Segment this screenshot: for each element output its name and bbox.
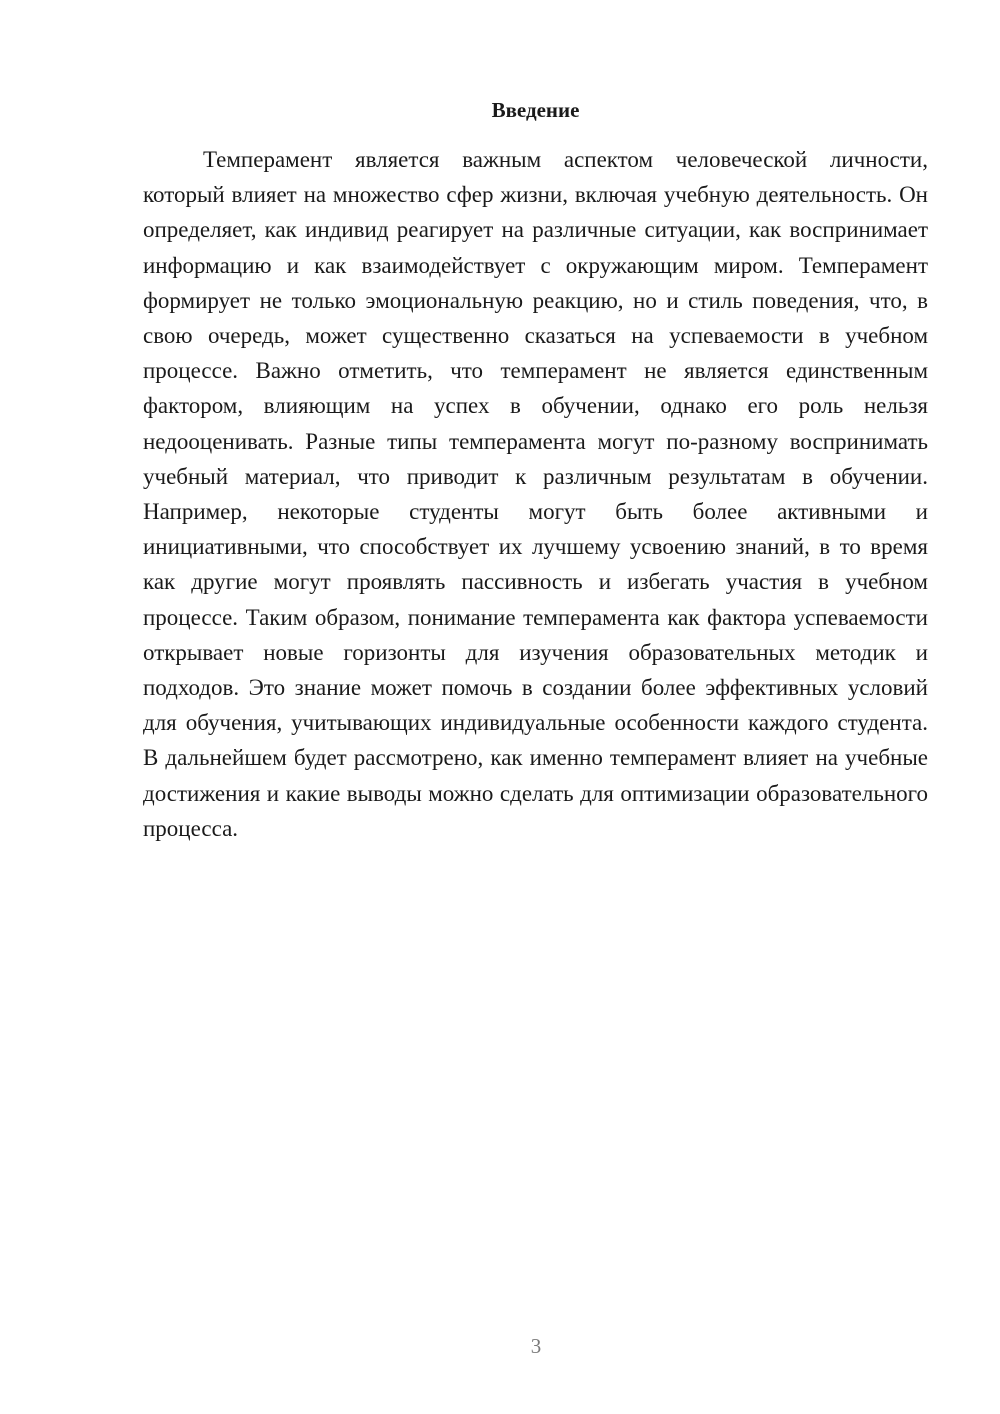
body-paragraph: Темперамент является важным аспектом человеческой личности, который влияет на множество сфер жизни, включая учебную деятельность. Он определяет, как индивид реагирует на различные ситуации, как воспринимает информацию и как взаимодействует с окружающим миром. Темперамент формирует не только эмоциональную реакцию, но и стиль поведения, что, в свою очередь, может существенно сказаться на успеваемости в учебном процессе. Важно отметить, что темперамент не является единственным фактором, влияющим на успех в обучении, однако его роль нельзя недооценивать. Разные типы темперамента могут по-разному воспринимать учебный материал, что приводит к различным результатам в обучении. Например, некоторые студенты могут быть более активными и инициативными, что способствует их лучшему усвоению знаний, в то время как другие могут проявлять пассивность и избегать участия в учебном процессе. Таким образом, понимание темперамента как фактора успеваемости открывает новые горизонты для изучения образовательных методик и подходов. Это знание может помочь в создании более эффективных условий для обучения, учитывающих индивидуальные особенности каждого студента. В дальнейшем будет рассмотрено, как именно темперамент влияет на учебные достижения и какие выводы можно сделать для оптимизации образовательного процесса. [143,147,928,841]
page-number: 3 [530,1334,542,1358]
section-heading: Введение [491,98,580,122]
